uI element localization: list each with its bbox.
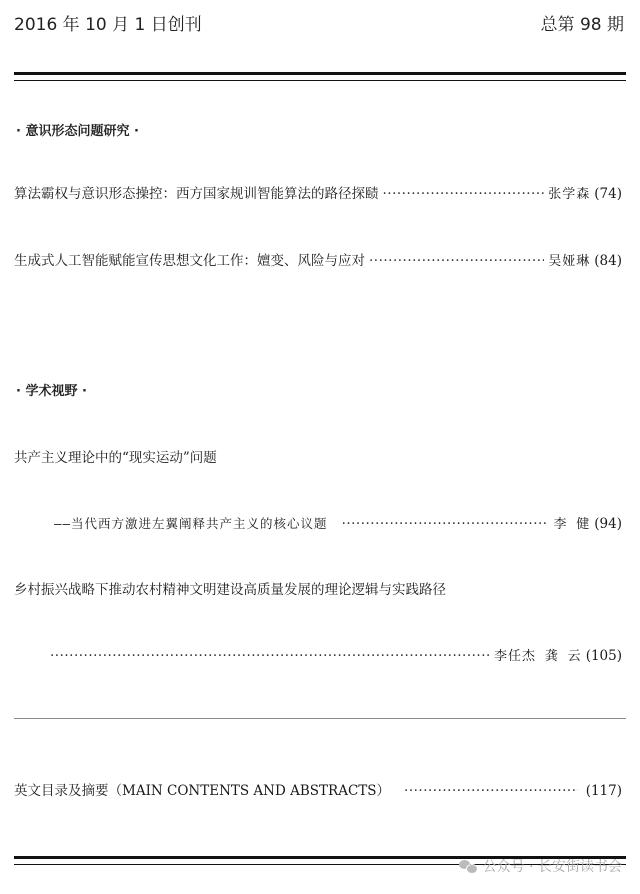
- toc-entry-algorithm[interactable]: [14, 182, 622, 202]
- entry-page: (74): [594, 186, 622, 202]
- issue-number: 总第 98 期: [540, 15, 624, 35]
- entry-author: 吴娅琳: [548, 254, 591, 269]
- entry-page: (94): [594, 516, 622, 532]
- entry-page: (84): [594, 253, 622, 269]
- watermark-text: 公众号 · 长安街读书会: [482, 859, 622, 875]
- entry-author: 李任杰 龚 云: [494, 649, 582, 664]
- section-title-ideology: · 意识形态问题研究 ·: [16, 124, 139, 139]
- leader-dots: [369, 253, 544, 269]
- leader-dots: [404, 783, 578, 799]
- entry-title: 英文目录及摘要（MAIN CONTENTS AND ABSTRACTS）: [14, 783, 391, 799]
- header-rule-thin: [14, 80, 626, 81]
- leader-dots: [342, 516, 550, 532]
- section-divider: [14, 718, 626, 719]
- toc-entry-rural[interactable]: [50, 645, 622, 664]
- toc-entry-english[interactable]: [14, 779, 622, 799]
- entry-title: 算法霸权与意识形态操控：西方国家规训智能算法的路径探赜: [14, 186, 379, 202]
- entry-title-communism[interactable]: 共产主义理论中的“现实运动”问题: [14, 450, 217, 466]
- entry-title-rural[interactable]: 乡村振兴战略下推动农村精神文明建设高质量发展的理论逻辑与实践路径: [14, 582, 446, 598]
- watermark: [459, 856, 622, 876]
- entry-subtitle: ——当代西方激进左翼阐释共产主义的核心议题: [54, 516, 328, 531]
- section-title-academic: · 学术视野 ·: [16, 384, 87, 399]
- entry-author: 李 健: [553, 517, 591, 532]
- toc-entry-communism[interactable]: [54, 513, 622, 532]
- founding-date: 2016 年 10 月 1 日创刊: [14, 15, 202, 35]
- wechat-icon: [459, 859, 477, 873]
- leader-dots: [383, 186, 545, 202]
- entry-page: (117): [585, 783, 622, 799]
- leader-dots: [50, 648, 490, 664]
- entry-author: 张学森: [548, 187, 591, 202]
- entry-title: 生成式人工智能赋能宣传思想文化工作：嬗变、风险与应对: [14, 253, 365, 269]
- header-rule-thick: [14, 72, 626, 75]
- toc-entry-generative-ai[interactable]: [14, 249, 622, 269]
- entry-page: (105): [585, 648, 622, 664]
